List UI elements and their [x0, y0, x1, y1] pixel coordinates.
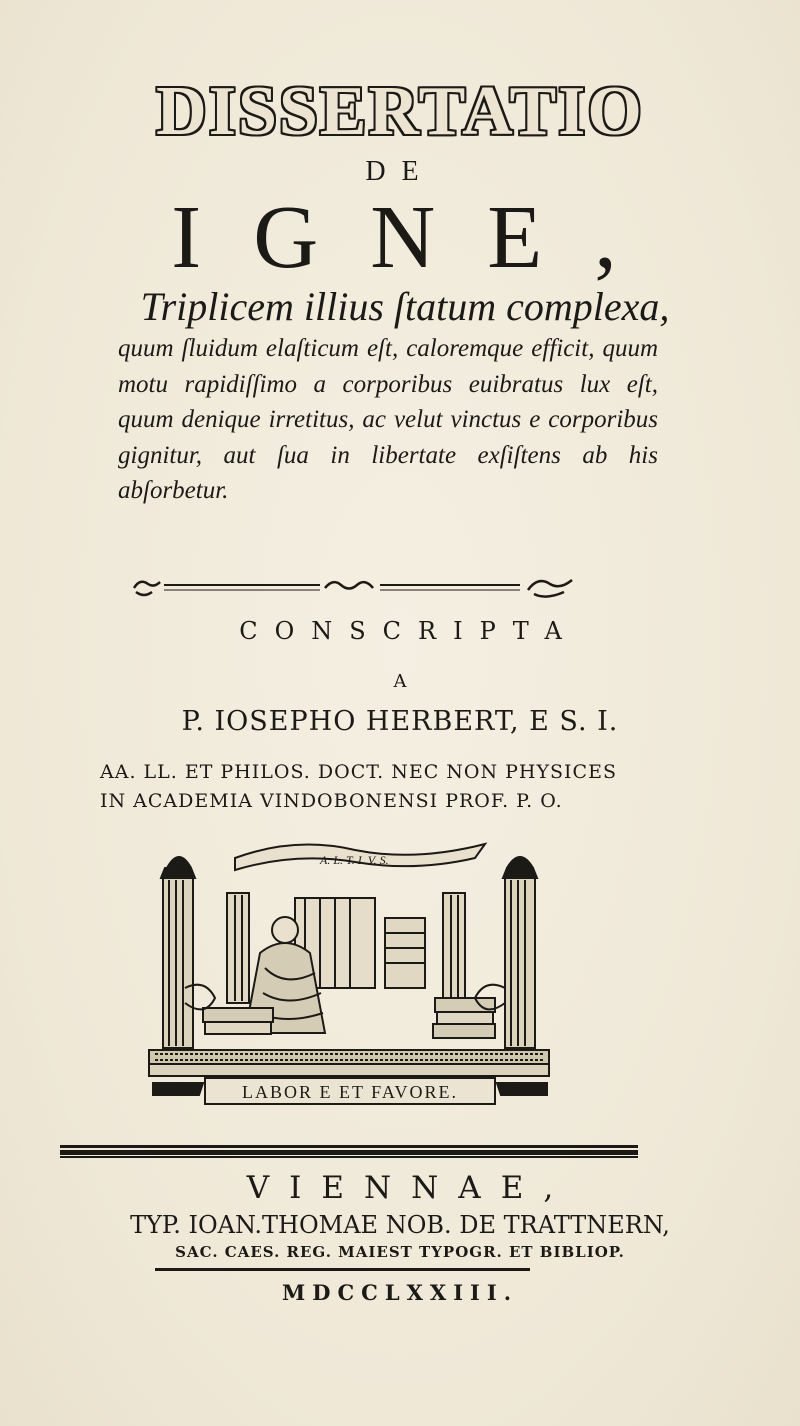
left-pillar	[161, 857, 195, 1048]
author-degrees-line-2: IN ACADEMIA VINDOBONENSI PROF. P. O.	[100, 790, 563, 812]
heavy-rule	[60, 1145, 638, 1159]
emblem-motto: LABOR E ET FAVORE.	[241, 1082, 459, 1102]
author-degrees-line-1: AA. LL. ET PHILOS. DOCT. NEC NON PHYSICES	[100, 761, 617, 783]
imprint-year: MDCCLXXIII.	[281, 1280, 519, 1305]
author-line: P. IOSEPHO HERBERT, E S. I.	[181, 706, 619, 737]
description-paragraph: quum ſluidum elaſticum eſt, caloremque efficit, quum motu rapidiſſimo a corporibus euibratus lux eſt, quum denique irretitus, ac velut vinctus e corporibus gignitur, aut ſua in libertate exſiſtens ab his abſorbetur.	[118, 335, 658, 504]
title-preposition: DE	[365, 156, 435, 187]
by-letter: A	[393, 671, 407, 692]
book-title: DISSERTATIO	[156, 73, 644, 150]
imprint-office: SAC. CAES. REG. MAIEST TYPOGR. ET BIBLIOP.	[175, 1243, 625, 1261]
right-pillar	[503, 857, 537, 1048]
conscripta-line: CONSCRIPTA	[239, 617, 579, 645]
book-subject: IGNE,	[171, 188, 669, 287]
imprint-city: VIENNAE,	[246, 1170, 574, 1206]
imprint-printer: TYP. IOAN.THOMAE NOB. DE TRATTNERN,	[130, 1211, 670, 1239]
subtitle: Triplicem illius ſtatum complexa,	[140, 284, 670, 329]
banner-text: A. L. T. I. V. S.	[320, 853, 389, 867]
ornamental-rule	[130, 574, 580, 602]
printer-emblem-woodcut	[145, 838, 560, 1123]
imprint-rule	[155, 1267, 530, 1273]
